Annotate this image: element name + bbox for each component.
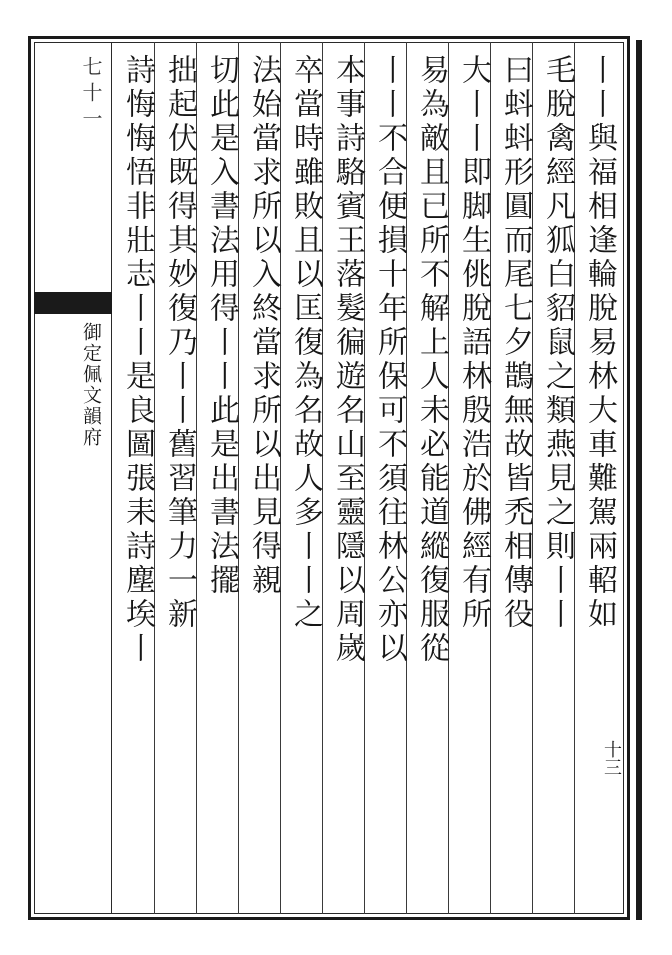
text-column-7: 本事詩駱賓王落髮徧遊名山至靈隱以周嵗 <box>330 54 365 666</box>
page-number: 十三 <box>601 740 622 776</box>
text-column-3: 曰蚪蚪形圓而尾七夕鵲無故皆禿相傳役 <box>498 54 533 632</box>
fish-tail-mark <box>34 292 112 314</box>
text-column-4: 大丨丨即脚生佻脫語林殷浩於佛經有所 <box>456 54 491 632</box>
text-column-12: 詩悔悔悟非壯志丨丨是良圖張耒詩塵埃丨 <box>120 54 155 666</box>
text-column-5: 易為敵且已所不解上人未必能道縱復服從 <box>414 54 449 666</box>
text-column-10: 切此是入書法用得丨丨此是出書法擺 <box>204 54 239 598</box>
text-column-6: 丨丨不合便損十年所保可不須往林公亦以 <box>372 54 407 666</box>
text-column-2: 毛脫禽經凡狐白貂鼠之類燕見之則丨丨 <box>540 54 575 632</box>
right-edge-bar <box>636 40 642 920</box>
text-column-11: 拙起伏既得其妙復乃丨丨舊習筆力一新 <box>162 54 197 632</box>
book-title: 御定佩文韻府 <box>80 322 102 448</box>
text-column-8: 卒當時雖敗且以匡復為名故人多丨丨之 <box>288 54 323 632</box>
margin-top-text: 七十一 <box>79 56 103 134</box>
text-column-9: 法始當求所以入終當求所以出見得親 <box>246 54 281 598</box>
text-column-1: 丨丨與福相逢輪脫易林大車難駕兩軺如 <box>582 54 617 632</box>
